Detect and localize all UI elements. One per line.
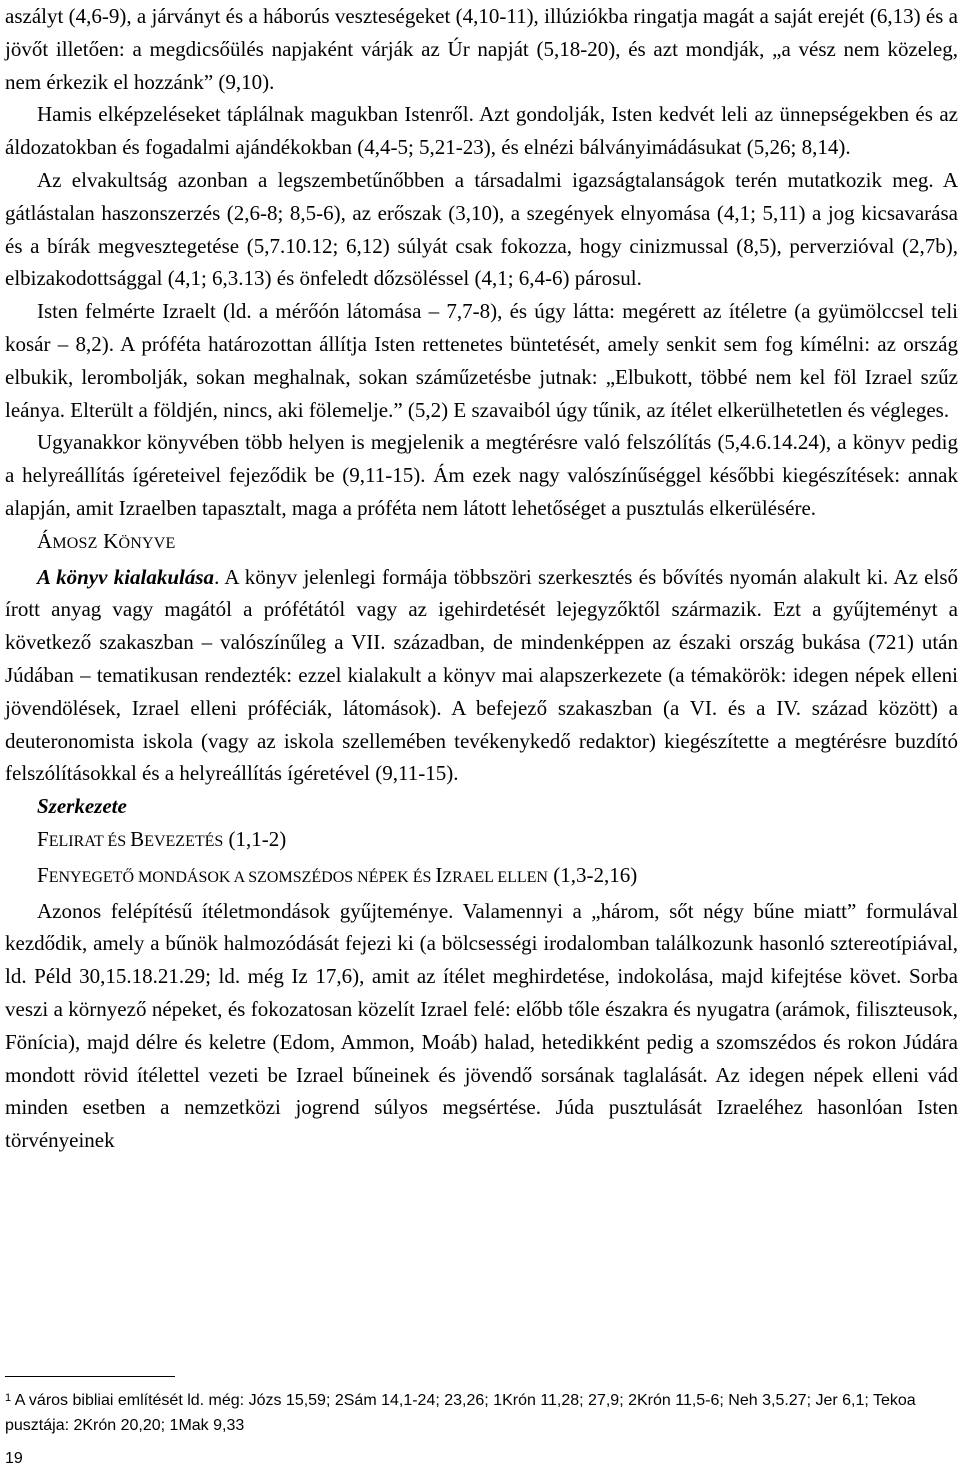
heading-smallcaps: EVEZETÉS <box>144 832 224 850</box>
paragraph-body: . A könyv jelenlegi formája többszöri szerkesztés és bővítés nyomán alakult ki. Az első írott anyag vagy magától a prófétától vagy az igehirdetését lejegyzőktől származik. Ezt a gyűjteményt a következő szakaszban – valószínűleg a VII. században, de mindenképpen az északi ország bukása (721) után Júdában – tematikusan rendezték: ezzel kialakult a könyv mai alapszerkezete (a témakörök: idegen népek elleni jövendölések, Izrael elleni próféciák, látomások). A befejező szakaszban (a VI. és a IV. század között) a deuteronomista iskola (vagy az iskola szellemében tevékenykedő redaktor) kiegészítette a megtérésre buzdító felszólításokkal és a helyreállítás ígéretével (9,11-15). <box>5 564 958 786</box>
subsection-heading <box>5 859 958 895</box>
heading-smallcaps: ENYEGETŐ MONDÁSOK A SZOMSZÉDOS NÉPEK ÉS <box>48 868 436 886</box>
footnote-text: A város bibliai említését ld. még: Józs 15,59; 2Sám 14,1-24; 23,26; 1Krón 11,28; 27,9; 2Krón 11,5-6; Neh 3,5.27; Jer 6,1; Tekoa pusztája: 2Krón 20,20; 1Mak 9,33 <box>5 1392 916 1434</box>
paragraph: Isten felmérte Izraelt (ld. a mérőón látomása – 7,7-8), és úgy látta: megérett az ítéletre (a gyümölccsel teli kosár – 8,2). A próféta határozottan állítja Isten rettenetes büntetését, amely senkit sem fog kímélni: az ország elbukik, lerombolják, sokan meghalnak, sokan száműzetésbe jutnak: „Elbukott, többé nem kel föl Izrael szűz leánya. Elterült a földjén, nincs, aki fölemelje.” (5,2) E szavaiból úgy tűnik, az ítélet elkerülhetetlen és végleges. <box>5 299 958 422</box>
heading-cap: F <box>37 826 49 851</box>
paragraph: Ugyanakkor könyvében több helyen is megjelenik a megtérésre való felszólítás (5,4.6.14.24), a könyv pedig a helyreállítás ígéreteivel fejeződik be (9,11-15). Ám ezek nagy valószínűséggel későbbi kiegészítések: annak alapján, amit Izraelben tapasztalt, maga a próféta nem látott lehetőséget a pusztulás elkerülésére. <box>5 430 958 520</box>
run-in-heading: A könyv kialakulása <box>37 564 215 589</box>
paragraph <box>5 561 958 791</box>
heading-smallcaps: ZRAEL ELLEN <box>442 868 548 886</box>
paragraph: Hamis elképzeléseket táplálnak magukban Istenről. Azt gondolják, Isten kedvét leli az ünnepségekben és az áldozatokban és fogadalmi ajándékokban (4,4-5; 5,21-23), és elnézi bálványimádásukat (5,26; 8,14). <box>5 102 958 160</box>
paragraph: aszályt (4,6-9), a járványt és a háborús veszteségeket (4,10-11), illúziókba ringatja magát a saját erejét (6,13) és a jövőt illetően: a megdicsőülés napjaként várják az Úr napját (5,18-20), és azt mondják, „a vész nem közeleg, nem érkezik el hozzánk” (9,10). <box>5 4 958 94</box>
chapter-heading <box>5 525 958 561</box>
heading-cap: F <box>37 862 49 887</box>
heading-smallcaps: MOSZ <box>52 534 98 552</box>
heading-cap: I <box>435 862 443 887</box>
heading-reference: (1,3-2,16) <box>547 862 638 887</box>
paragraph: Azonos felépítésű ítéletmondások gyűjteménye. Valamennyi a „három, sőt négy bűne miatt” formulával kezdődik, amely a bűnök halmozódását fejezi ki (a bölcsességi irodalomban találkozunk hasonló sztereotípiával, ld. Péld 30,15.18.21.29; ld. még Iz 17,6), amit az ítélet meghirdetése, indokolása, majd kifejtése követ. Sorba veszi a környező népeket, és fokozatosan közelít Izrael felé: előbb tőle északra és nyugatra (arámok, filiszteusok, Fönícia), majd délre és keletre (Edom, Ammon, Moáb) halad, hetedikként pedig a szomszédos és rokon Júdára mondott rövid ítélettel vezeti be Izrael bűneinek és jövendő sorsának taglalását. Az idegen népek elleni vád minden esetben a nemzetközi jogrend súlyos megsértése. Júda pusztulását Izraeléhez hasonlóan Isten törvényeinek <box>5 898 958 1153</box>
heading-smallcaps: ÖNYVE <box>118 534 176 552</box>
heading-reference: (1,1-2) <box>223 826 287 851</box>
footnote-separator <box>5 1376 175 1377</box>
page-number: 19 <box>5 1450 23 1467</box>
heading-cap: K <box>103 528 119 553</box>
subsection-heading <box>5 823 958 859</box>
footnote <box>5 1388 955 1438</box>
footnote-marker: 1 <box>5 1392 12 1404</box>
heading-cap: Á <box>37 528 53 553</box>
paragraph: Az elvakultság azonban a legszembetűnőbben a társadalmi igazságtalanságok terén mutatkozik meg. A gátlástalan haszonszerzés (2,6-8; 8,5-6), az erőszak (3,10), a szegények elnyomása (4,1; 5,11) a jog kicsavarása és a bírák megvesztegetése (5,7.10.12; 6,12) súlyát csak fokozza, hogy cinizmussal (8,5), perverzióval (2,7b), elbizakodottsággal (4,1; 6,3.13) és önfeledt dőzsöléssel (4,1; 6,4-6) párosul. <box>5 167 958 291</box>
section-heading: Szerkezete <box>37 794 127 819</box>
document-page <box>5 0 958 1157</box>
heading-smallcaps: ELIRAT ÉS <box>48 832 131 850</box>
heading-cap: B <box>130 826 145 851</box>
